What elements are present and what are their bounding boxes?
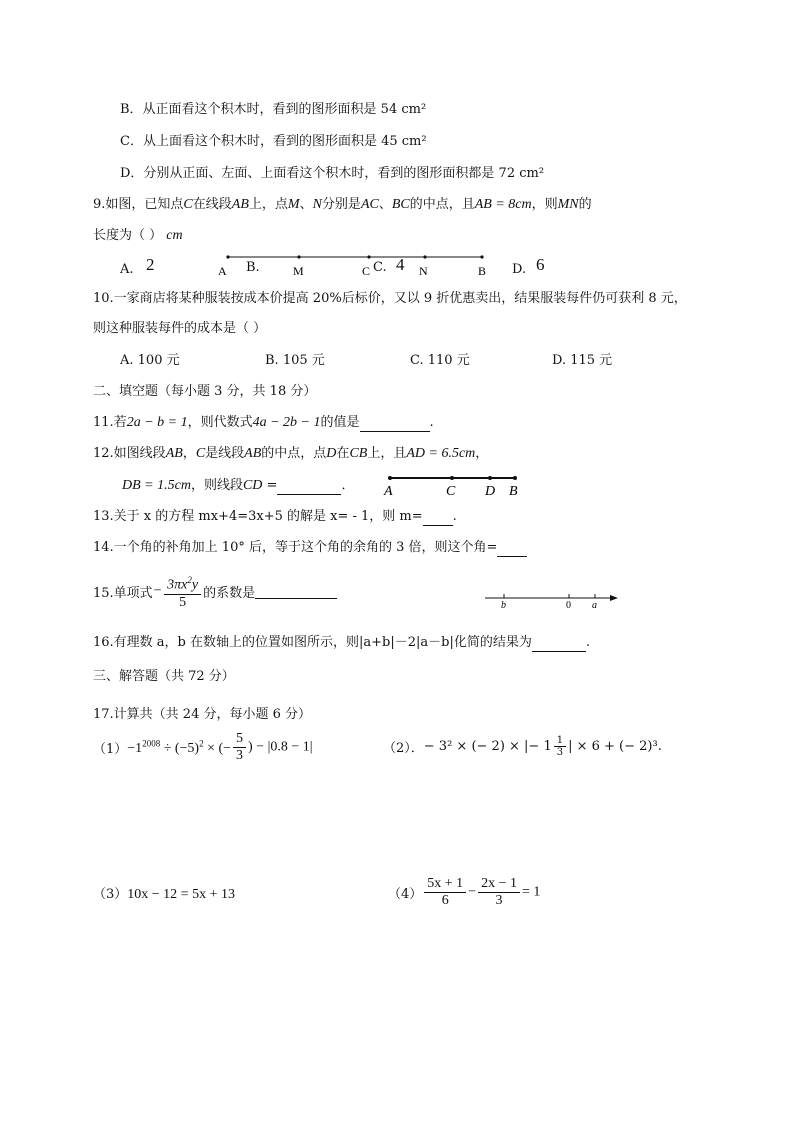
q9-option-a-value: 2: [146, 255, 155, 274]
q17-part-4-fraction-2: $\frac{2x - 1}{3}$: [478, 876, 520, 909]
q10-stem-line1: 10.一家商店将某种服装按成本价提高 20%后标价，又以 9 折优惠卖出，结果服装每件仍可获利 8 元，: [93, 291, 687, 306]
number-line-label-zero: 0: [566, 600, 571, 611]
q9-option-c-value: 4: [396, 255, 405, 274]
q9-option-b-label: B.: [246, 260, 260, 275]
q8-option-d: D．分别从正面、左面、上面看这个积木时，看到的图形面积都是 72 cm²: [120, 166, 545, 181]
q9-label-a: A: [218, 264, 227, 278]
q10-option-b: B. 105 元: [265, 353, 325, 368]
number-line-arrow-icon: [610, 595, 618, 601]
q10-stem-line2: 则这种服装每件的成本是（ ）: [93, 321, 267, 336]
q9-option-c-label: C.: [373, 260, 387, 275]
q17-part-2-fraction: $\frac{1}{3}$: [554, 735, 566, 758]
number-line-label-b: b: [501, 600, 506, 611]
q17-part-3: （3）10x − 12 = 5x + 13: [93, 887, 235, 902]
q12-stem-line1: 12.如图线段AB，C是线段AB的中点，点D在CB上，且AD = 6.5cm，: [93, 446, 489, 461]
section-2-heading: 二、填空题（每小题 3 分，共 18 分）: [93, 384, 317, 399]
section-3-heading: 三、解答题（共 72 分）: [93, 669, 235, 684]
q13: 13.关于 x 的方程 mx+4=3x+5 的解是 x= - 1，则 m= .: [93, 509, 457, 524]
q17-part-4: （4） $\frac{5x + 1}{6}$ − $\frac{2x - 1}{3}$ = 1: [388, 876, 541, 908]
q17-heading: 17.计算共（共 24 分，每小题 6 分）: [93, 707, 312, 722]
q12-label-b: B: [509, 484, 518, 499]
q15: 15.单项式− $\frac{3\pi x^2y}{5}$ 的系数是: [93, 572, 337, 611]
q16: 16.有理数 a，b 在数轴上的位置如图所示，则|a+b|－2|a－b|化简的结果为 .: [93, 635, 590, 650]
number-line-label-a: a: [592, 600, 597, 611]
q8-option-b: B．从正面看这个积木时，看到的图形面积是 54 cm²: [120, 102, 427, 117]
q11: 11.若2a − b = 1，则代数式4a − 2b − 1的值是 .: [93, 415, 434, 430]
q9-stem-line2: 长度为（ ） cm: [93, 228, 183, 243]
q16-answer-blank[interactable]: [532, 637, 586, 652]
q9-stem-line1: 9.如图，已知点C在线段AB上，点M、N分别是AC、BC的中点，且AB = 8cm，则MN的: [93, 197, 592, 212]
q15-fraction: $\frac{3\pi x^2y}{5}$: [164, 572, 201, 611]
q9-label-c: C: [362, 264, 371, 278]
q17-part-4-fraction-1: $\frac{5x + 1}{6}$: [424, 876, 466, 909]
q9-option-d-label: D.: [512, 262, 527, 277]
q9-label-n: N: [419, 264, 428, 278]
q10-option-a: A. 100 元: [120, 353, 180, 368]
q14: 14.一个角的补角加上 10° 后，等于这个角的余角的 3 倍，则这个角=: [93, 539, 527, 557]
q10-option-c: C. 110 元: [410, 353, 470, 368]
q17-part-1: $(1)-1^{2008} \div (-5)^2$ × (− $\frac{5}{3}$ ) − |0.8 − 1|: [93, 731, 313, 763]
q9-option-d-value: 6: [536, 255, 545, 274]
q12-stem-line2: DB = 1.5cm，则线段CD = ．: [122, 478, 355, 493]
q12-label-c: C: [446, 484, 456, 499]
q9-option-a-label: A.: [120, 262, 134, 277]
q12-label-a: A: [384, 484, 393, 499]
q12-label-d: D: [485, 484, 496, 499]
q10-option-d: D. 115 元: [552, 353, 613, 368]
q9-label-b: B: [478, 264, 487, 278]
q9-label-m: M: [293, 264, 304, 278]
q8-option-c: C．从上面看这个积木时，看到的图形面积是 45 cm²: [120, 134, 427, 149]
q17-part-1-fraction: $\frac{5}{3}$: [233, 731, 246, 764]
q17-part-2: （2）．− 3² × (− 2) × |− 1 $\frac{1}{3}$ | × 6 + (− 2)³.: [383, 735, 662, 758]
